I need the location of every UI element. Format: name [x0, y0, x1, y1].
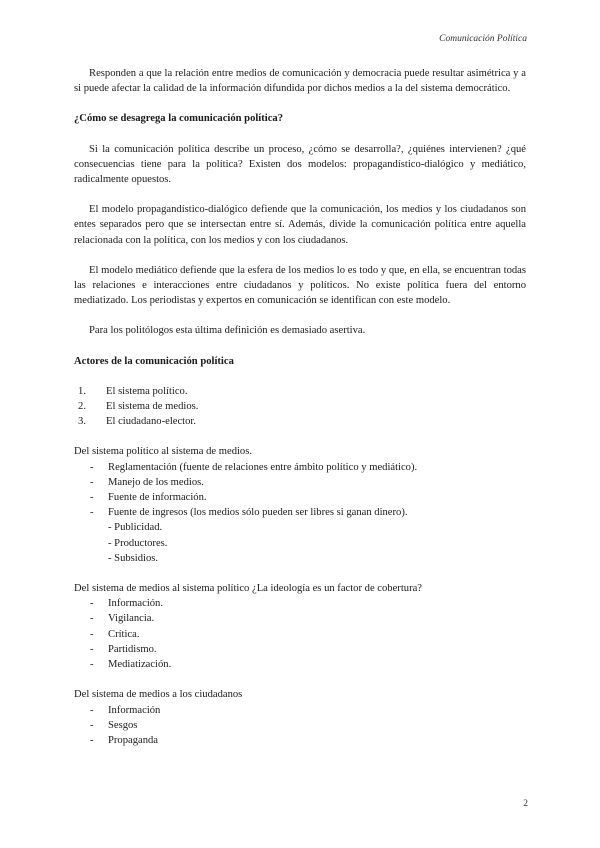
paragraph: El modelo mediático defiende que la esfera de los medios lo es todo y que, en ella, se encuentran todas las relaciones e interacciones entre ciudadanos y políticos. No existe política fuera del entorno mediatizado. Los periodistas y expertos en comunicación se identifican con este modelo. — [74, 264, 526, 307]
list-item: - Vigilancia. — [90, 613, 155, 625]
sub-list-item: - Productores. — [108, 537, 168, 549]
sub-list-item: - Subsidios. — [108, 552, 159, 564]
paragraph: Para los politólogos esta última definición es demasiado asertiva. — [89, 325, 366, 337]
list-item: - Información — [90, 704, 161, 716]
list-item: 2. El sistema de medios. — [78, 401, 199, 413]
intro-paragraph: Responden a que la relación entre medios de comunicación y democracia puede resultar asimétrica y a si puede afectar la calidad de la información difundida por dichos medios a la del sistema democrático. — [74, 68, 526, 95]
dash-list — [74, 460, 526, 566]
list-item: - Información. — [90, 598, 164, 610]
list-item: - Fuente de información. — [90, 492, 207, 504]
paragraph: El modelo propagandístico-dialógico defiende que la comunicación, los medios y los ciudadanos son entes separados pero que se intersectan entre sí. Además, divide la comunicación política entre aquella relacionada con la política, con los medios y con los ciudadanos. — [74, 204, 526, 246]
list-item: - Crítica. — [90, 628, 140, 640]
list-item: - Partidismo. — [90, 643, 157, 655]
list-item: - Mediatización. — [90, 659, 172, 671]
page-content — [74, 66, 526, 748]
sub-list — [108, 520, 526, 566]
sub-list-item: - Publicidad. — [108, 522, 163, 534]
dash-list — [74, 703, 526, 749]
actors-numbered-list — [74, 384, 526, 430]
group-intro: Del sistema de medios al sistema político ¿La ideología es un factor de cobertura? — [74, 583, 423, 595]
section-heading-actores: Actores de la comunicación política — [74, 355, 234, 367]
list-item: - Propaganda — [90, 734, 159, 746]
list-item: 3. El ciudadano-elector. — [78, 416, 197, 428]
section-heading-desagregacion: ¿Cómo se desagrega la comunicación política? — [74, 113, 284, 125]
paragraph: Si la comunicación política describe un proceso, ¿cómo se desarrolla?, ¿quiénes intervienen? ¿qué consecuencias tiene para la política? Existen dos modelos: propagandístico-dialógico y mediático, radicalmente opuestos. — [74, 143, 526, 186]
page-number: 2 — [523, 799, 528, 809]
dash-list — [74, 596, 526, 672]
list-item: - Reglamentación (fuente de relaciones entre ámbito político y mediático). — [90, 461, 418, 473]
group-intro: Del sistema político al sistema de medios. — [74, 446, 252, 458]
list-item: - Fuente de ingresos (los medios sólo pueden ser libres si ganan dinero). - Publicidad. - Productores. - Subsidios. — [74, 505, 526, 566]
list-item: - Manejo de los medios. — [90, 476, 204, 488]
list-item: 1. El sistema político. — [78, 385, 188, 397]
group-intro: Del sistema de medios a los ciudadanos — [74, 689, 243, 701]
list-item: - Sesgos — [90, 719, 138, 731]
running-header: Comunicación Política — [439, 34, 527, 44]
